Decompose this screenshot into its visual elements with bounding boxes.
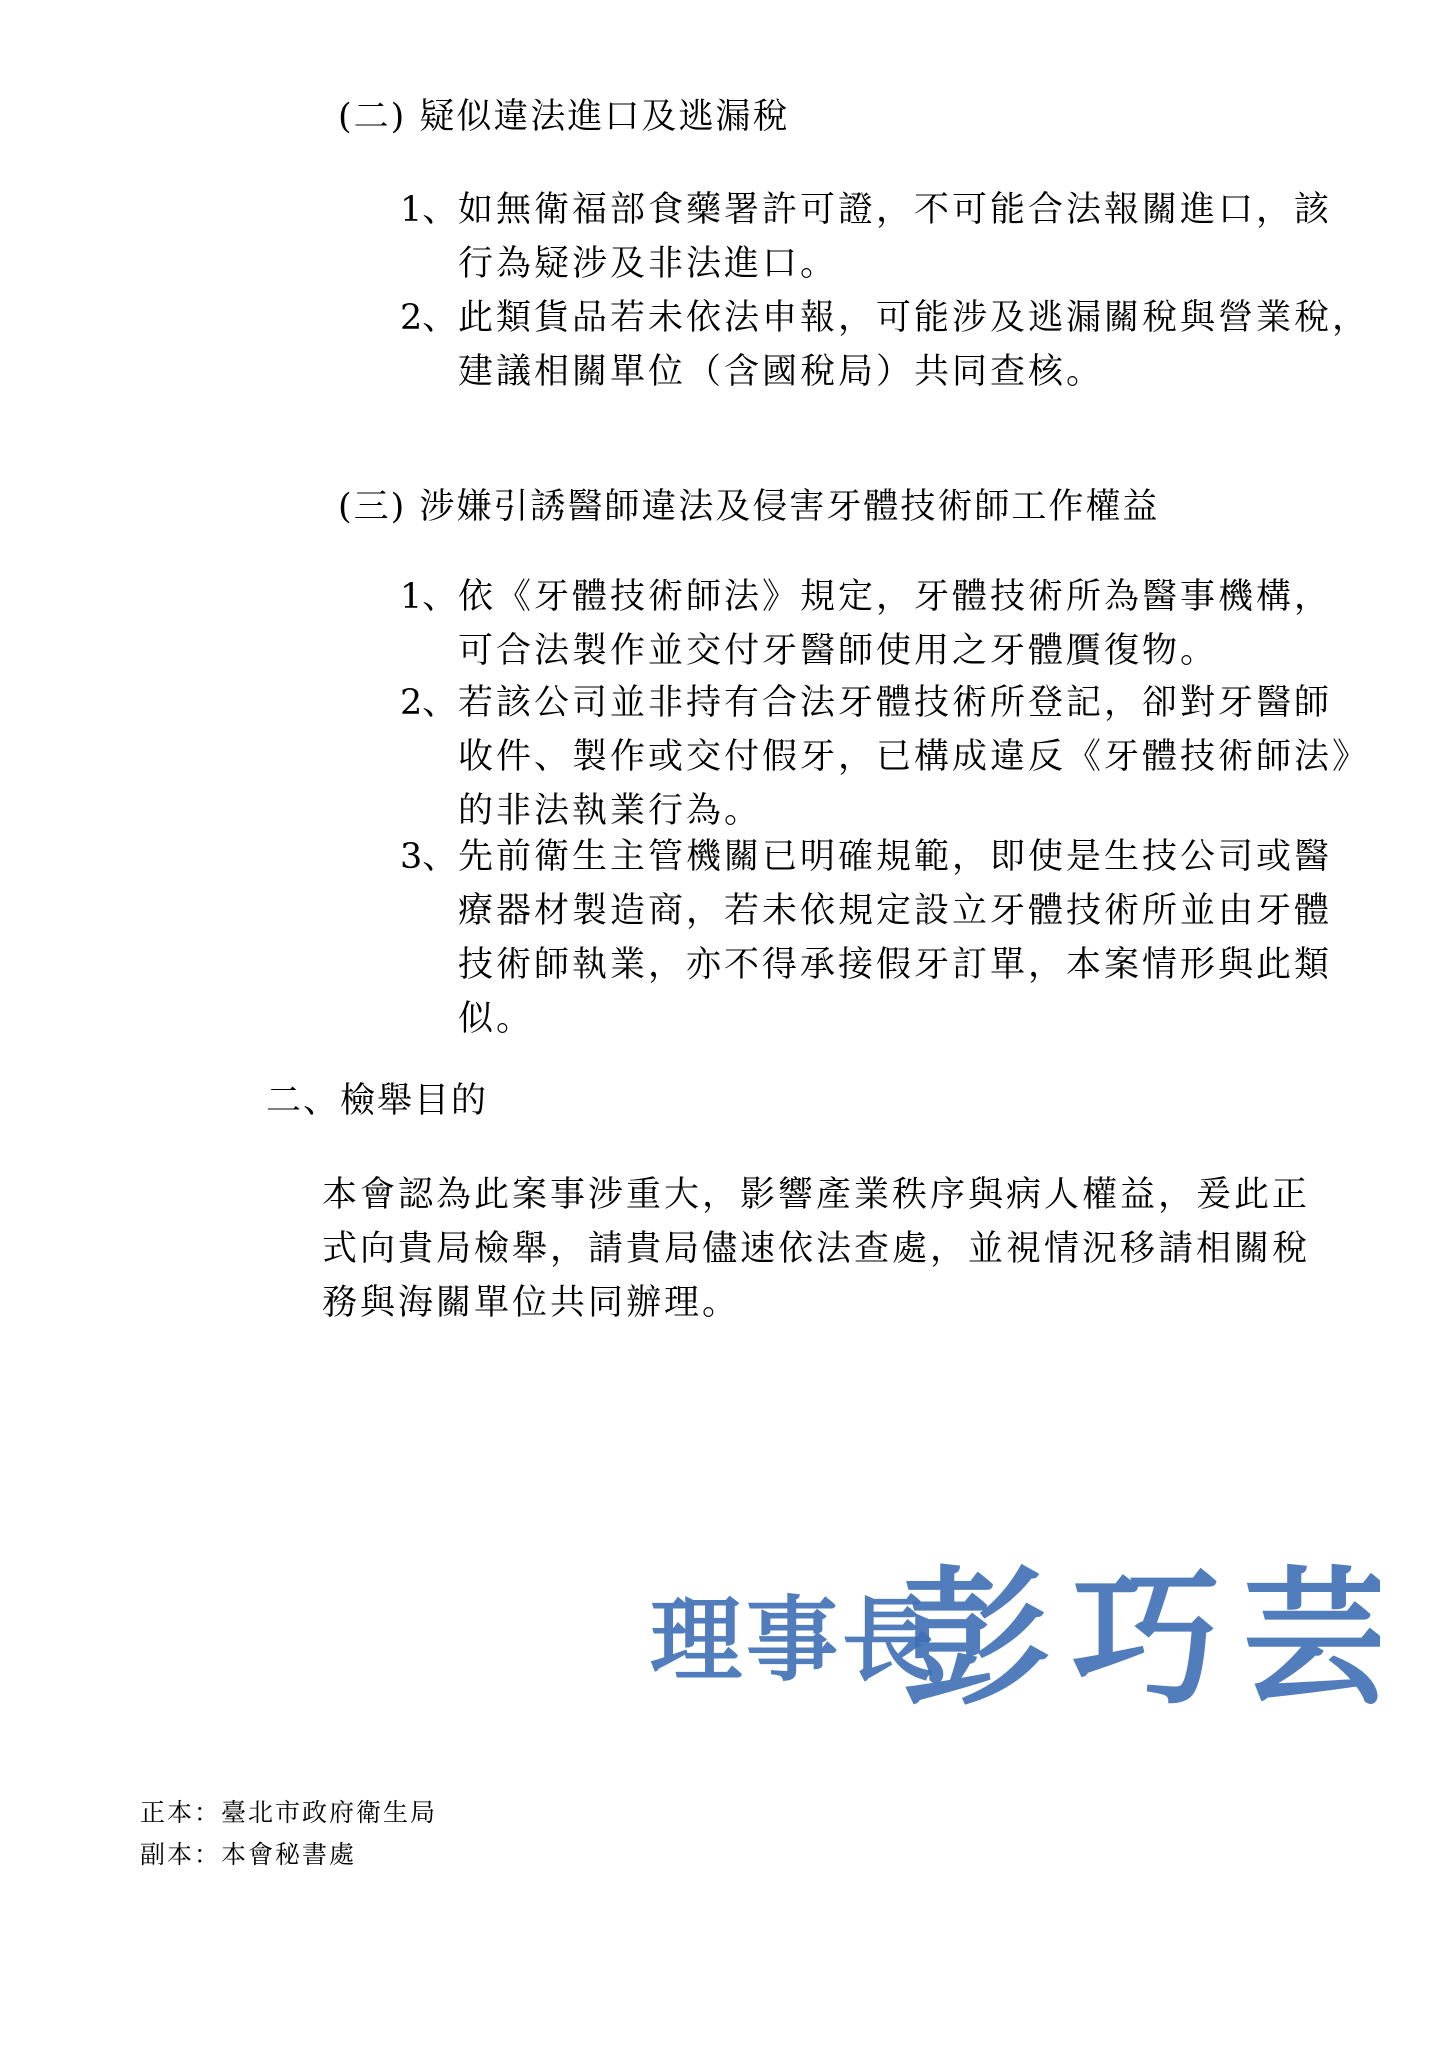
- list-item-number: 2、: [400, 298, 458, 338]
- paragraph-line: 務與海關單位共同辦理。: [322, 1283, 741, 1323]
- list-item-import-2: [400, 291, 1400, 399]
- list-item-line: 行為疑涉及非法進口。: [458, 244, 839, 284]
- list-item-line: 建議相關單位（含國稅局）共同查核。: [458, 352, 1105, 392]
- paragraph-line: 式向貴局檢舉，請貴局儘速依法查處，並視情況移請相關稅: [322, 1229, 1311, 1269]
- list-item-number: 1、: [400, 577, 458, 617]
- list-item-number: 1、: [400, 190, 458, 230]
- list-item-number: 3、: [400, 837, 458, 877]
- signature-title: 理事長: [650, 1586, 939, 1694]
- distribution-copy: 副本：本會秘書處: [140, 1840, 357, 1869]
- list-item-line: 先前衛生主管機關已明確規範，即使是生技公司或醫: [458, 837, 1333, 877]
- section-heading-dental-technician: (三) 涉嫌引誘醫師違法及侵害牙體技術師工作權益: [338, 487, 1160, 527]
- list-item-line: 可合法製作並交付牙醫師使用之牙體贋復物。: [458, 631, 1219, 671]
- list-item-line: 如無衛福部食藥署許可證，不可能合法報關進口，該: [458, 190, 1333, 230]
- list-item-line: 的非法執業行為。: [458, 791, 763, 831]
- list-item-line: 若該公司並非持有合法牙體技術所登記，卻對牙醫師: [458, 683, 1333, 723]
- list-item-line: 療器材製造商，若未依規定設立牙體技術所並由牙體: [458, 891, 1333, 931]
- paragraph-line: 本會認為此案事涉重大，影響產業秩序與病人權益，爰此正: [322, 1175, 1311, 1215]
- list-item-number: 2、: [400, 683, 458, 723]
- signature-name: 彭巧芸: [902, 1551, 1380, 1720]
- section-heading-purpose: 二、檢舉目的: [266, 1081, 489, 1121]
- list-item-dental-3: [400, 830, 1400, 1046]
- distribution-original: 正本：臺北市政府衛生局: [140, 1798, 438, 1827]
- section-heading-illegal-import: (二) 疑似違法進口及逃漏稅: [338, 97, 790, 137]
- list-item-line: 收件、製作或交付假牙，已構成違反《牙體技術師法》: [458, 737, 1371, 777]
- list-item-dental-1: [400, 570, 1400, 678]
- chairperson-signature-stamp: [650, 1540, 1380, 1720]
- purpose-paragraph: [322, 1168, 1310, 1330]
- list-item-line: 似。: [458, 999, 535, 1039]
- list-item-line: 依《牙體技術師法》規定，牙體技術所為醫事機構，: [458, 577, 1333, 617]
- list-item-import-1: [400, 183, 1400, 291]
- list-item-dental-2: [400, 676, 1400, 838]
- list-item-line: 此類貨品若未依法申報，可能涉及逃漏關稅與營業稅，: [458, 298, 1371, 338]
- list-item-line: 技術師執業，亦不得承接假牙訂單，本案情形與此類: [458, 945, 1333, 985]
